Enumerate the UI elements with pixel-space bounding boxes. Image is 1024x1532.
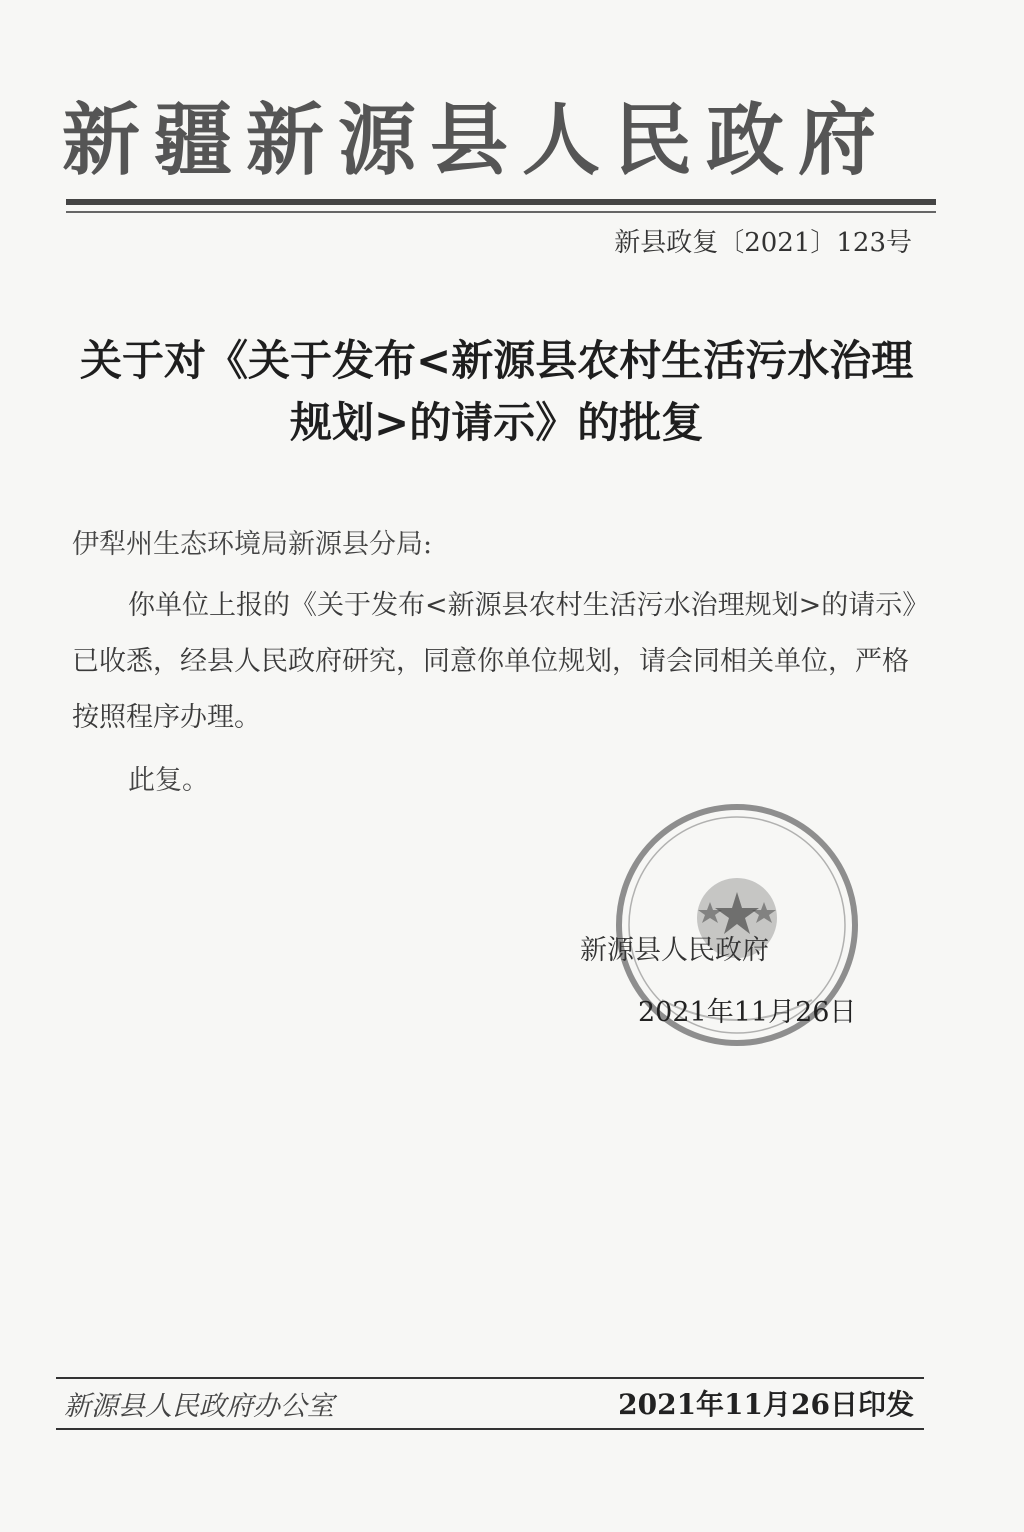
footer-office: 新源县人民政府办公室 [64,1391,334,1422]
title-line-2: 规划>的请示》的批复 [290,398,704,447]
document-title [60,330,960,454]
footer-rule-top [56,1377,924,1379]
addressee: 伊犁州生态环境局新源县分局: [72,529,433,560]
footer-rule-bottom [56,1428,924,1430]
closing-phrase: 此复。 [128,765,209,796]
masthead-rule-thick [66,199,936,205]
body-paragraph: 你单位上报的《关于发布<新源县农村生活污水治理规划>的请示》已收悉，经县人民政府研究，同意你单位规划，请会同相关单位，严格按照程序办理。 [72,590,916,733]
document-number: 新县政复〔2021〕123号 [614,228,912,258]
footer-issue-date: 2021年11月26日印发 [618,1388,914,1421]
signing-date: 2021年11月26日 [638,997,857,1028]
title-line-1: 关于对《关于发布<新源县农村生活污水治理 [80,336,914,385]
masthead-rule-thin [66,211,936,213]
body-text [72,578,922,746]
masthead-title: 新疆新源县人民政府 [62,96,891,186]
signing-authority: 新源县人民政府 [580,935,769,966]
